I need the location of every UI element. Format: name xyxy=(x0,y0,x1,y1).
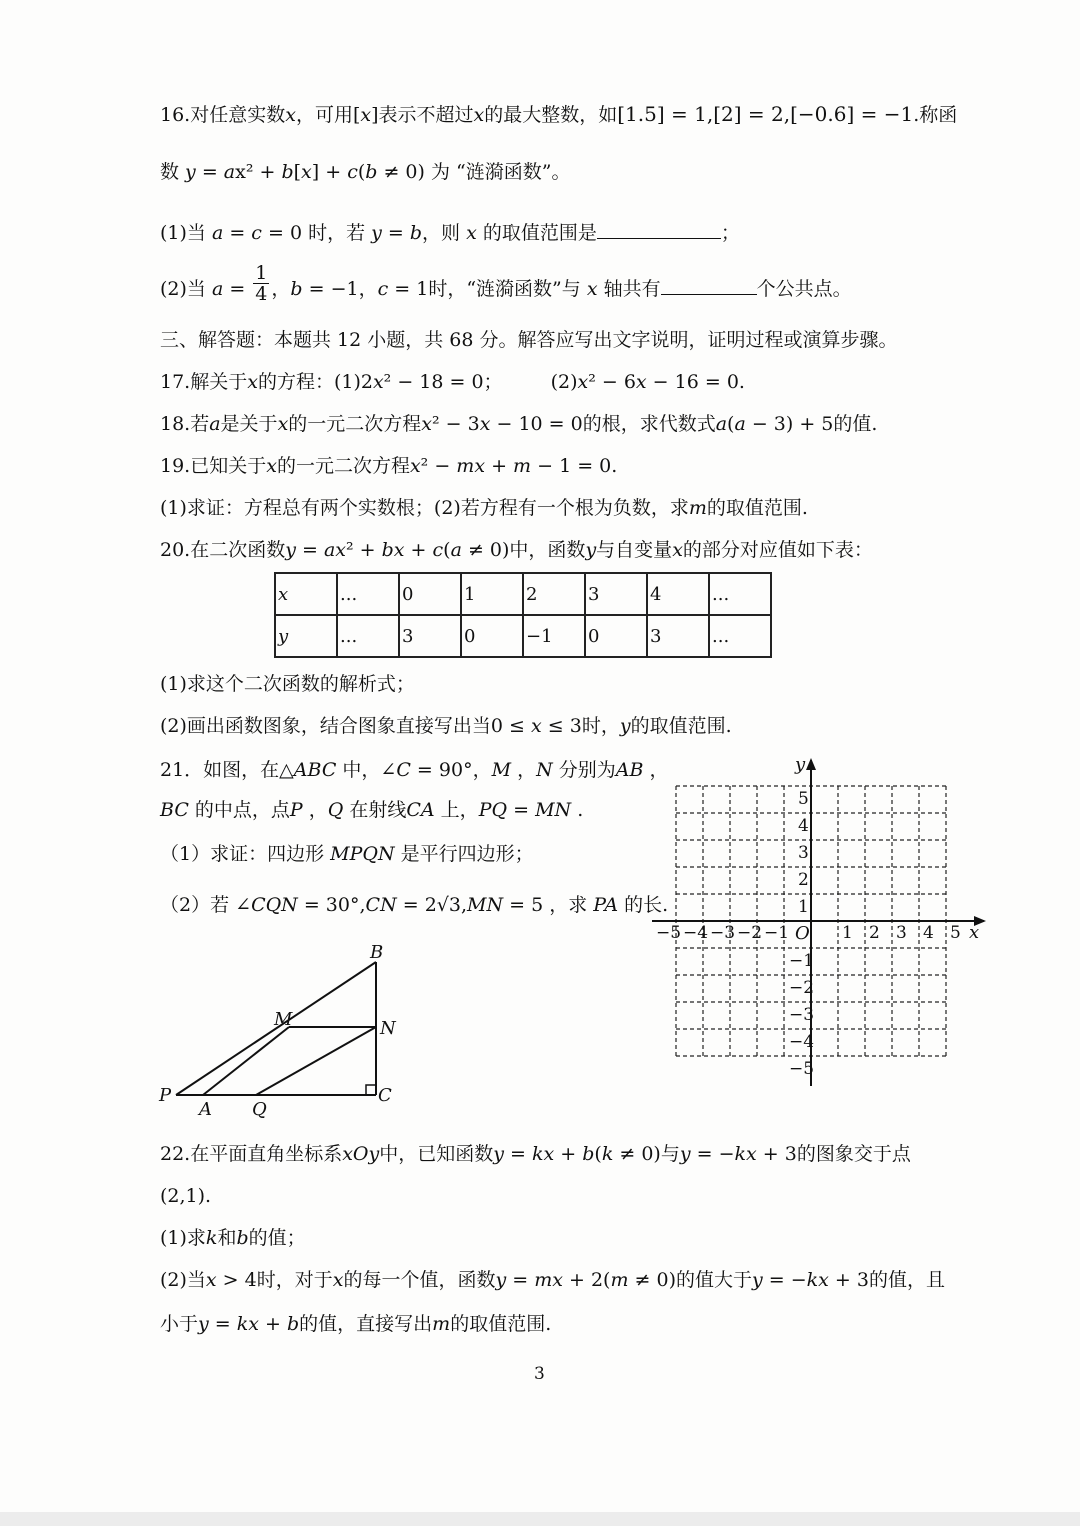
y-tick-label: 2 xyxy=(798,870,809,890)
q18: 18.若a是关于x的一元二次方程x² − 3x − 10 = 0的根，求代数式a(a − 3) + 5的值. xyxy=(160,413,878,435)
q19: 19.已知关于x的一元二次方程x² − mx + m − 1 = 0. xyxy=(160,455,618,477)
table-cell: ... xyxy=(337,573,399,615)
page-number: 3 xyxy=(534,1364,545,1384)
x-tick-label: −4 xyxy=(683,923,709,943)
y-tick-label: 3 xyxy=(798,843,809,863)
table-cell: 0 xyxy=(461,615,523,657)
segment-am xyxy=(203,1027,289,1095)
segment-qn xyxy=(256,1027,376,1095)
y-tick-label: 5 xyxy=(798,789,809,809)
y-axis-arrow-icon xyxy=(806,758,816,770)
q21-part1: （1）求证：四边形 MPQN 是平行四边形； xyxy=(160,843,534,865)
table-cell: ... xyxy=(709,573,771,615)
label-b: B xyxy=(370,942,384,963)
answer-blank-16-1[interactable] xyxy=(597,218,721,239)
q21-line2: BC 的中点，点P ，Q 在射线CA 上，PQ = MN . xyxy=(160,799,584,821)
answer-blank-16-2[interactable] xyxy=(661,274,757,295)
q21-line1: 21．如图，在△ABC 中，∠C = 90°，M ，N 分别为AB ， xyxy=(160,759,669,781)
x-tick-label: 3 xyxy=(896,923,907,943)
q19-subparts: (1)求证：方程总有两个实数根；(2)若方程有一个根为负数，求m的取值范围. xyxy=(160,497,808,519)
x-tick-label: 5 xyxy=(950,923,961,943)
table-row-x xyxy=(275,573,771,615)
table-cell: 3 xyxy=(399,615,461,657)
y-axis-label: y xyxy=(795,754,806,775)
table-cell: ... xyxy=(337,615,399,657)
table-cell: x xyxy=(275,573,337,615)
q16-part2: (2)当 a = $\frac{1}{4}$ ，b = −1，c = 1时，“涟漪函数”与 x 轴共有 个公共点。 xyxy=(160,261,852,305)
q22-line2: (2,1). xyxy=(160,1185,212,1207)
label-p: P xyxy=(159,1085,172,1106)
scan-bottom-edge xyxy=(0,1512,1080,1526)
y-tick-label: −3 xyxy=(789,1005,815,1025)
table-cell: 0 xyxy=(399,573,461,615)
y-tick-label: −2 xyxy=(789,978,815,998)
label-m: M xyxy=(274,1009,293,1030)
origin-label: O xyxy=(795,923,810,944)
label-a: A xyxy=(199,1099,212,1120)
q16-line2: 数 y = ax² + b[x] + c(b ≠ 0) 为 “涟漪函数”。 xyxy=(160,161,571,183)
table-cell: −1 xyxy=(523,615,585,657)
table-cell: 3 xyxy=(647,615,709,657)
x-tick-label: −5 xyxy=(656,923,682,943)
q20: 20.在二次函数y = ax² + bx + c(a ≠ 0)中，函数y与自变量x的部分对应值如下表： xyxy=(160,539,873,561)
q22-line1: 22.在平面直角坐标系xOy中，已知函数y = kx + b(k ≠ 0)与y = −kx + 3的图象交于点 xyxy=(160,1143,911,1165)
q22-part1: (1)求k和b的值； xyxy=(160,1227,306,1249)
table-cell: y xyxy=(275,615,337,657)
q22-part2a: (2)当x > 4时，对于x的每一个值，函数y = mx + 2(m ≠ 0)的值大于y = −kx + 3的值，且 xyxy=(160,1269,945,1291)
table-row-y xyxy=(275,615,771,657)
x-tick-label: −2 xyxy=(737,923,763,943)
x-tick-label: −3 xyxy=(710,923,736,943)
value-table xyxy=(274,572,772,658)
table-cell: 0 xyxy=(585,615,647,657)
section-3-heading: 三、解答题：本题共 12 小题，共 68 分。解答应写出文字说明，证明过程或演算步骤。 xyxy=(160,329,898,351)
q21-part2: （2）若 ∠CQN = 30°,CN = 2√3,MN = 5 ，求 PA 的长. xyxy=(160,894,669,916)
fraction-one-quarter: $\frac{1}{4}$ xyxy=(255,261,268,305)
q20-part2: (2)画出函数图象，结合图象直接写出当0 ≤ x ≤ 3时，y的取值范围. xyxy=(160,715,732,737)
x-axis-label: x xyxy=(969,922,980,943)
q20-part1: (1)求这个二次函数的解析式； xyxy=(160,673,415,695)
y-tick-label: 1 xyxy=(798,897,809,917)
coordinate-grid xyxy=(648,756,988,1092)
y-tick-label: −5 xyxy=(789,1059,815,1079)
y-tick-label: −1 xyxy=(789,951,815,971)
table-cell: 3 xyxy=(585,573,647,615)
label-q: Q xyxy=(252,1099,267,1120)
table-cell: ... xyxy=(709,615,771,657)
label-n: N xyxy=(380,1018,396,1039)
triangle-figure xyxy=(150,930,410,1120)
x-tick-label: 1 xyxy=(842,923,853,943)
x-tick-label: 4 xyxy=(923,923,934,943)
q22-part2b: 小于y = kx + b的值，直接写出m的取值范围. xyxy=(160,1313,552,1335)
q17: 17.解关于x的方程：(1)2x² − 18 = 0； (2)x² − 6x − 16 = 0. xyxy=(160,371,745,393)
q16-line1: 16.对任意实数x，可用[x]表示不超过x的最大整数，如[1.5] = 1,[2] = 2,[−0.6] = −1.称函 xyxy=(160,102,958,126)
y-tick-label: −4 xyxy=(789,1032,815,1052)
table-cell: 1 xyxy=(461,573,523,615)
right-angle-mark xyxy=(366,1085,376,1095)
x-tick-label: −1 xyxy=(764,923,790,943)
q16-part1: (1)当 a = c = 0 时，若 y = b，则 x 的取值范围是 ； xyxy=(160,218,740,245)
floor-examples: [1.5] = 1,[2] = 2,[−0.6] = −1 xyxy=(617,102,914,126)
label-c: C xyxy=(378,1085,392,1106)
table-cell: 4 xyxy=(647,573,709,615)
x-tick-label: 2 xyxy=(869,923,880,943)
table-cell: 2 xyxy=(523,573,585,615)
y-tick-label: 4 xyxy=(798,816,809,836)
